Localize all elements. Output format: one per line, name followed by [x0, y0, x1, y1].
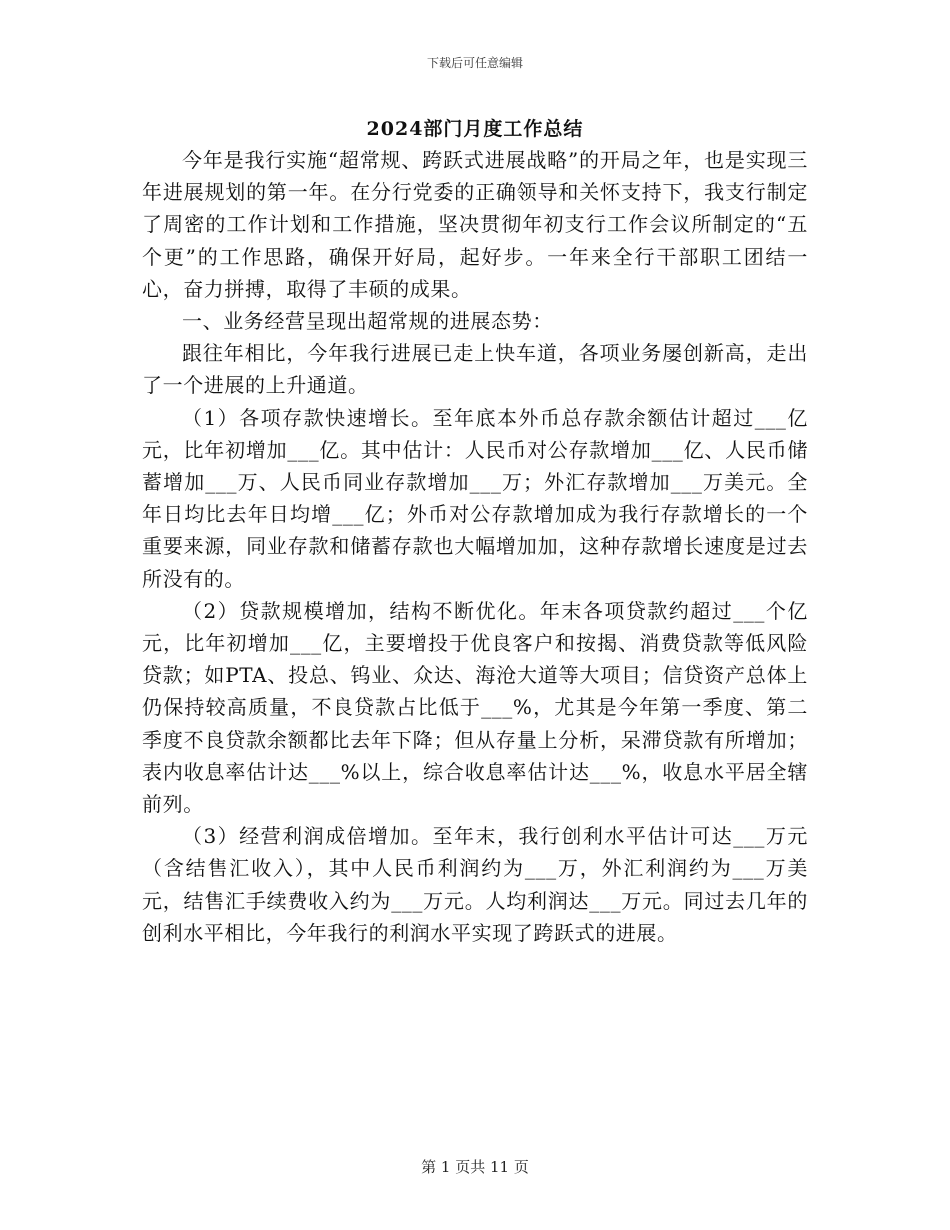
- document-title: 2024部门月度工作总结: [366, 118, 584, 140]
- header-note: 下载后可任意编辑: [426, 56, 523, 70]
- page-number: 第 1 页共 11 页: [421, 1158, 529, 1176]
- paragraph-overview: 跟往年相比，今年我行进展已走上快车道，各项业务屡创新高，走出了一个进展的上升通道。: [142, 341, 808, 398]
- document-body: [142, 144, 808, 949]
- paragraph-section-heading: 一、业务经营呈现出超常规的进展态势：: [182, 309, 553, 334]
- paragraph-profits: （3）经营利润成倍增加。至年末，我行创利水平估计可达___万元（含结售汇收入），其中人民币利润约为___万，外汇利润约为___万美元，结售汇手续费收入约为___万元。人均利润达___万元。同过去几年的创利水平相比，今年我行的利润水平实现了跨跃式的进展。: [142, 824, 808, 945]
- paragraph-deposits: （1）各项存款快速增长。至年底本外币总存款余额估计超过___亿元，比年初增加___亿。其中估计：人民币对公存款增加___亿、人民币储蓄增加___万、人民币同业存款增加___万；外汇存款增加___万美元。全年日均比去年日均增___亿；外币对公存款增加成为我行存款增长的一个重要来源，同业存款和储蓄存款也大幅增加加，这种存款增长速度是过去所没有的。: [142, 405, 808, 591]
- paragraph-intro: 今年是我行实施“超常规、跨跃式进展战略”的开局之年，也是实现三年进展规划的第一年。在分行党委的正确领导和关怀支持下，我支行制定了周密的工作计划和工作措施，坚决贯彻年初支行工作会议所制定的“五个更”的工作思路，确保开好局，起好步。一年来全行干部职工团结一心，奋力拼搏，取得了丰硕的成果。: [142, 148, 808, 301]
- paragraph-loans: （2）贷款规模增加，结构不断优化。年末各项贷款约超过___个亿元，比年初增加___亿，主要增投于优良客户和按揭、消费贷款等低风险贷款；如PTA、投总、钨业、众达、海沧大道等大项目；信贷资产总体上仍保持较高质量，不良贷款占比低于___%，尤其是今年第一季度、第二季度不良贷款余额都比去年下降；但从存量上分析，呆滞贷款有所增加；表内收息率估计达___%以上，综合收息率估计达___%，收息水平居全辖前列。: [142, 598, 808, 817]
